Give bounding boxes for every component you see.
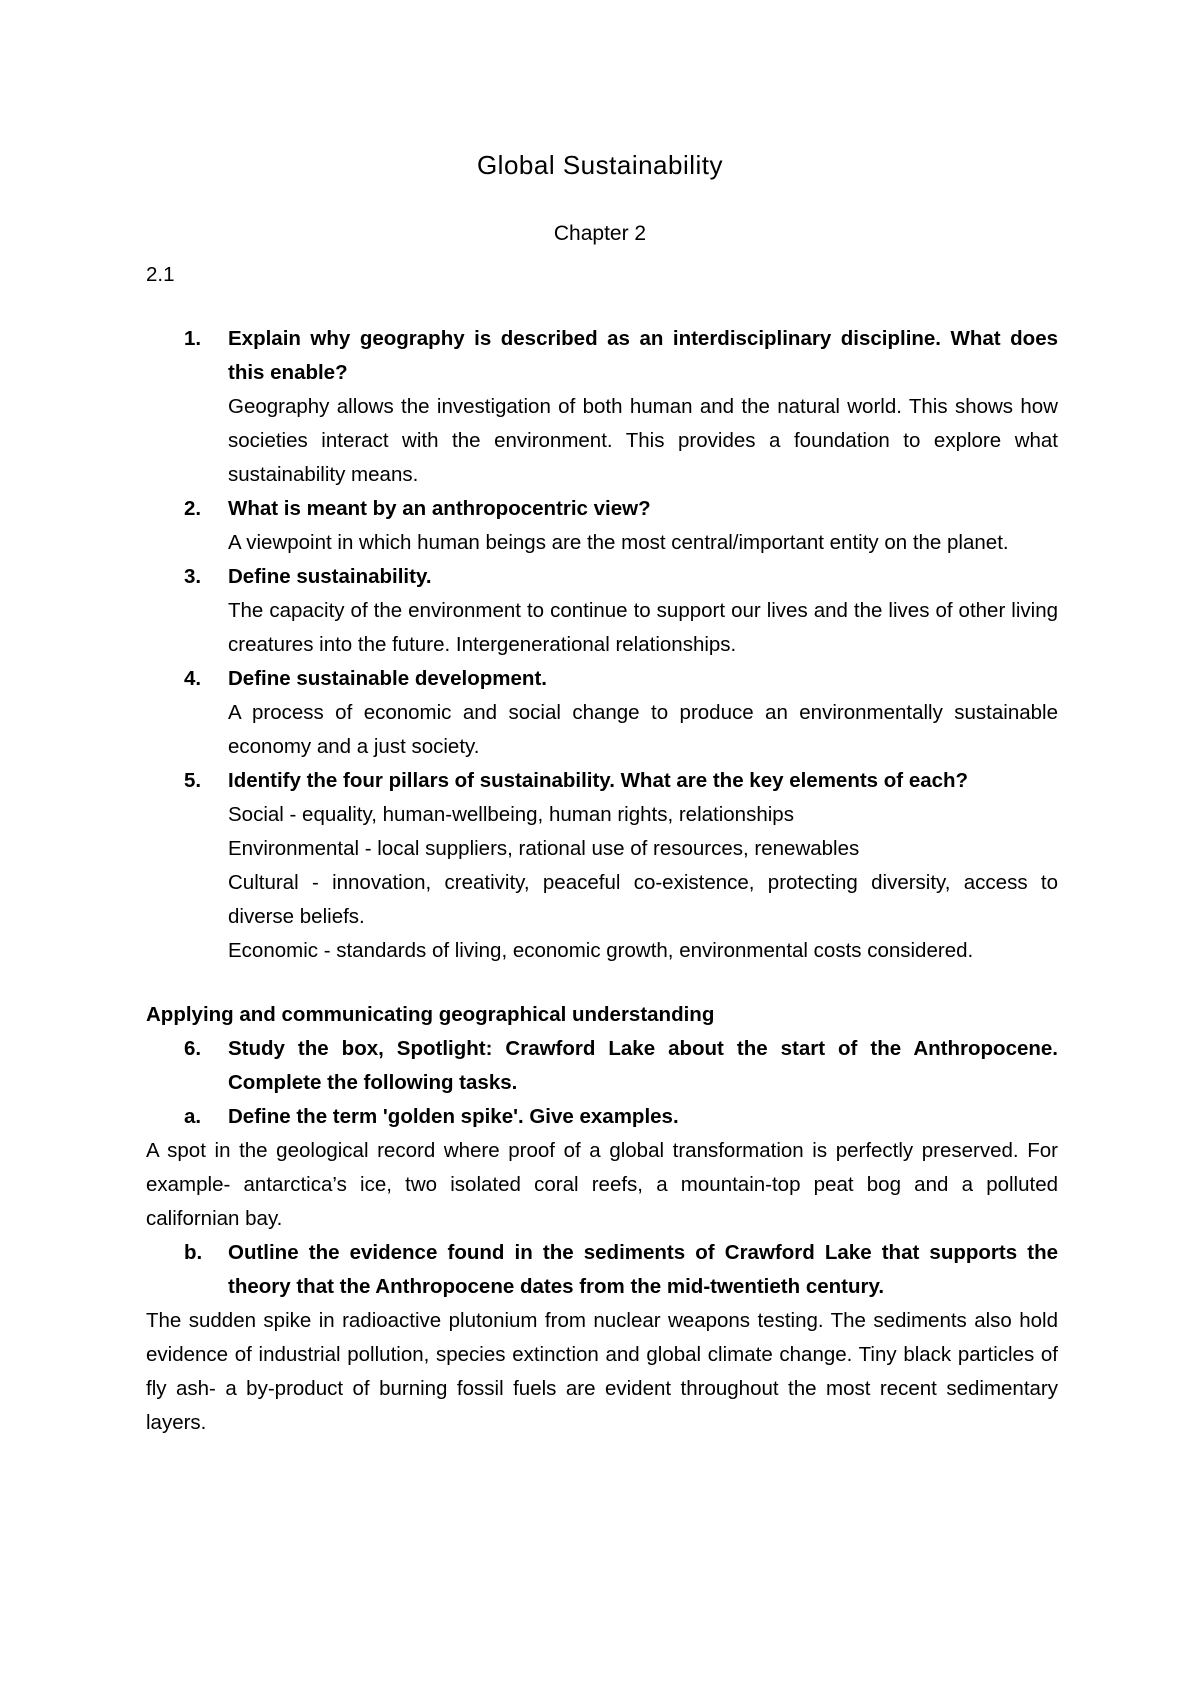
answer-block <box>228 594 1058 662</box>
question-number: 3. <box>184 565 202 588</box>
question-item <box>146 492 1058 560</box>
question-6a <box>146 1100 1058 1134</box>
answer-line: The capacity of the environment to continue to support our lives and the lives of other living creatures into the future. Intergenerational relationships. <box>228 599 1058 656</box>
section-heading: Applying and communicating geographical understanding <box>146 1003 715 1026</box>
answer-line: Economic - standards of living, economic growth, environmental costs considered. <box>228 939 974 962</box>
question-text: Study the box, Spotlight: Crawford Lake about the start of the Anthropocene. Complete the following tasks. <box>228 1037 1058 1094</box>
answer-line: Environmental - local suppliers, rational use of resources, renewables <box>228 837 860 860</box>
question-item <box>146 322 1058 492</box>
question-item <box>146 560 1058 662</box>
chapter-heading: Chapter 2 <box>553 222 647 245</box>
answer-block <box>228 390 1058 492</box>
question-text: Define the term 'golden spike'. Give examples. <box>228 1105 679 1128</box>
question-number: 2. <box>184 497 202 520</box>
answer-text: The sudden spike in radioactive plutonium from nuclear weapons testing. The sediments also hold evidence of industrial pollution, species extinction and global climate change. Tiny black particles of fly ash- a by-product of burning fossil fuels are evident throughout the most recent sedimentary layers. <box>146 1309 1058 1434</box>
questions-list <box>146 322 1058 968</box>
answer-line: A viewpoint in which human beings are the most central/important entity on the planet. <box>228 531 1009 554</box>
answer-line: Social - equality, human-wellbeing, human rights, relationships <box>228 803 794 826</box>
question-number: 6. <box>184 1037 202 1060</box>
question-text: Define sustainable development. <box>228 667 547 690</box>
question-text: Define sustainability. <box>228 565 432 588</box>
question-number: 5. <box>184 769 202 792</box>
question-text: Explain why geography is described as an interdisciplinary discipline. What does this enable? <box>228 327 1058 384</box>
question-number: 4. <box>184 667 202 690</box>
answer-block <box>228 696 1058 764</box>
question-number: b. <box>184 1241 203 1264</box>
answer-line: Geography allows the investigation of both human and the natural world. This shows how societies interact with the environment. This provides a foundation to explore what sustainability means. <box>228 395 1058 486</box>
answer-line: Cultural - innovation, creativity, peaceful co-existence, protecting diversity, access to diverse beliefs. <box>228 871 1058 928</box>
question-text: Identify the four pillars of sustainability. What are the key elements of each? <box>228 769 969 792</box>
document-title: Global Sustainability <box>476 150 724 180</box>
question-number: a. <box>184 1105 202 1128</box>
question-number: 1. <box>184 327 202 350</box>
question-text: What is meant by an anthropocentric view? <box>228 497 651 520</box>
question-item <box>146 764 1058 968</box>
question-6b <box>146 1236 1058 1304</box>
question-text: Outline the evidence found in the sediments of Crawford Lake that supports the theory that the Anthropocene dates from the mid-twentieth century. <box>228 1241 1058 1298</box>
document-body <box>146 258 1058 1440</box>
answer-block <box>228 526 1058 560</box>
answer-block <box>228 798 1058 968</box>
answer-text: A spot in the geological record where proof of a global transformation is perfectly preserved. For example- antarctica’s ice, two isolated coral reefs, a mountain-top peat bog and a polluted californian bay. <box>146 1139 1058 1230</box>
question-item <box>146 662 1058 764</box>
question-6 <box>146 1032 1058 1100</box>
section-number: 2.1 <box>146 263 175 286</box>
answer-line: A process of economic and social change to produce an environmentally sustainable economy and a just society. <box>228 701 1058 758</box>
